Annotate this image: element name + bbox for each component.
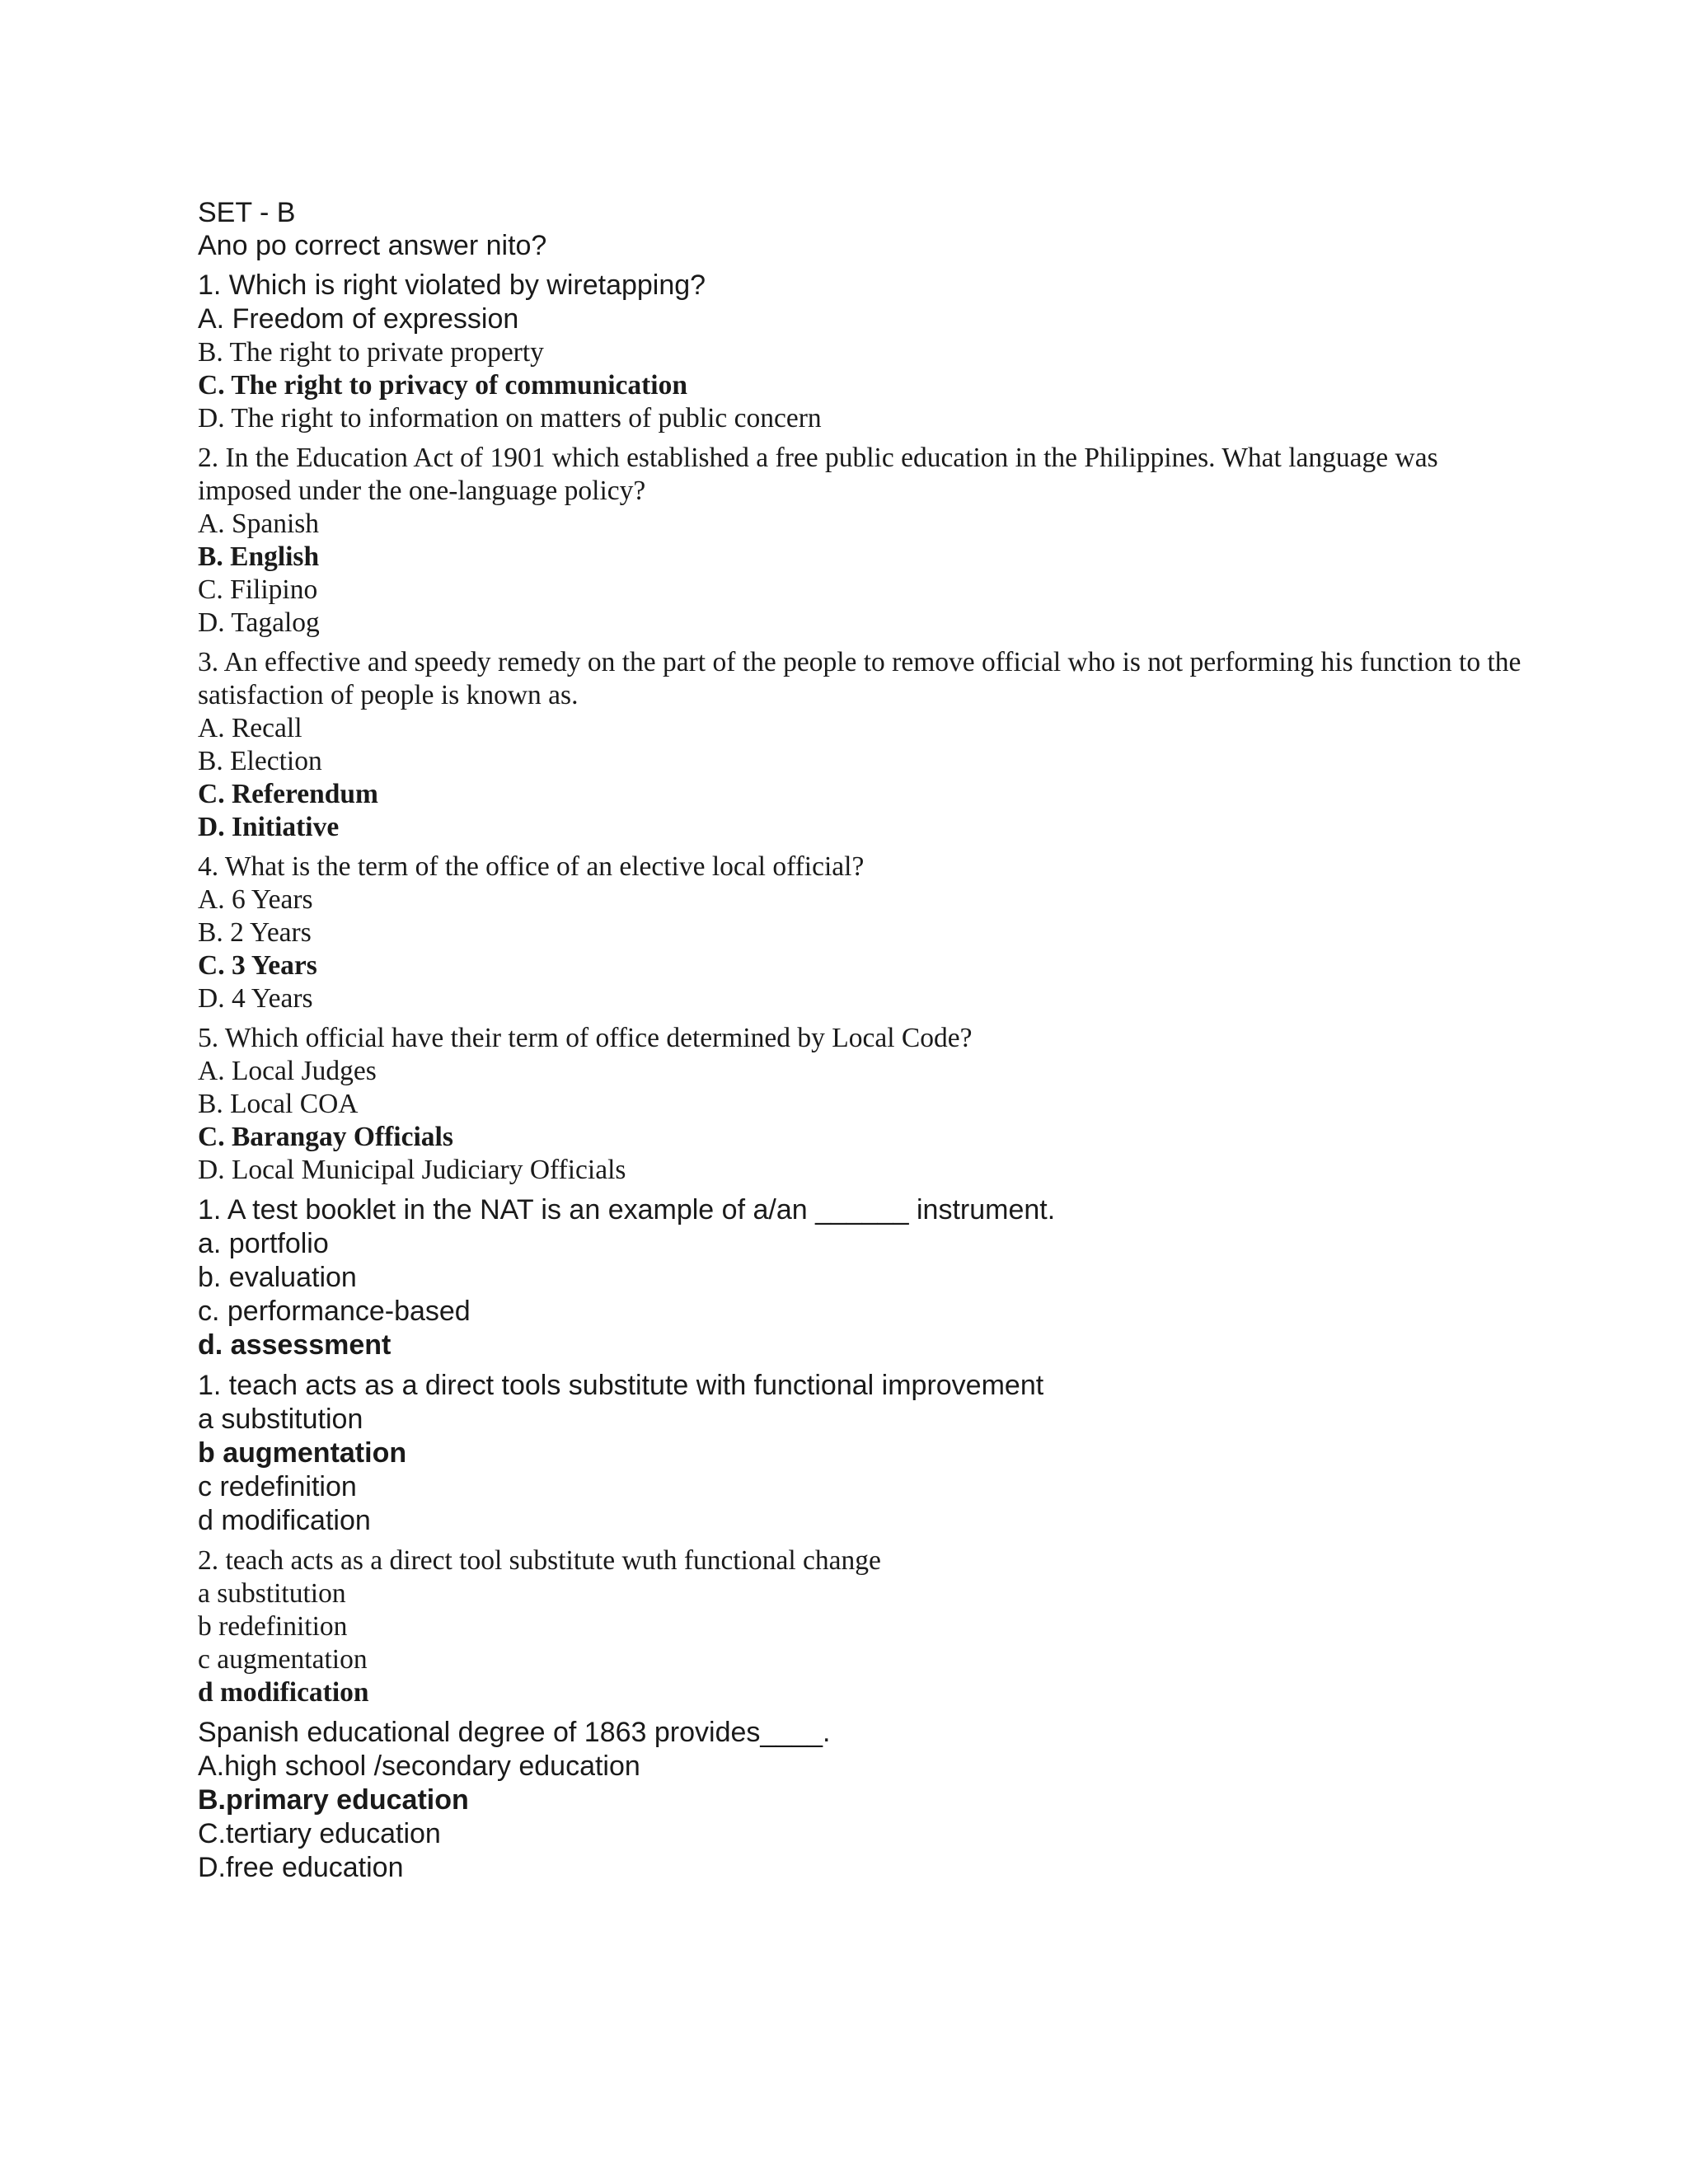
question-text: Spanish educational degree of 1863 provides____.: [198, 1717, 831, 1748]
question-block-5: [198, 1022, 1533, 1187]
header: [198, 196, 1533, 262]
option-a: a substitution: [198, 1578, 346, 1609]
option-c-correct: C. The right to privacy of communication: [198, 370, 687, 401]
option-a: A. Recall: [198, 713, 302, 743]
option-a: A. 6 Years: [198, 884, 313, 915]
question-block-7: [198, 1369, 1533, 1538]
prompt-text: Ano po correct answer nito?: [198, 230, 547, 261]
question-text: 1. A test booklet in the NAT is an example of a/an ______ instrument.: [198, 1194, 1056, 1226]
option-c: c redefinition: [198, 1471, 357, 1502]
question-text: 1. Which is right violated by wiretapping?: [198, 269, 706, 301]
set-label: SET - B: [198, 197, 296, 228]
option-d-correct: d modification: [198, 1677, 369, 1708]
option-a: A.high school /secondary education: [198, 1750, 640, 1782]
question-text: 2. In the Education Act of 1901 which established a free public education in the Philippines. What language was imposed under the one-language policy?: [198, 443, 1438, 506]
document-page: [198, 196, 1533, 1885]
option-d-correct: d. assessment: [198, 1329, 392, 1361]
option-b: b. evaluation: [198, 1262, 357, 1293]
option-d: D. Local Municipal Judiciary Officials: [198, 1155, 626, 1185]
question-text: 5. Which official have their term of office determined by Local Code?: [198, 1023, 973, 1053]
option-c-correct: C. Barangay Officials: [198, 1122, 453, 1152]
option-d: d modification: [198, 1505, 371, 1536]
option-c: C. Filipino: [198, 574, 318, 605]
option-d: D.free education: [198, 1852, 404, 1883]
question-text: 1. teach acts as a direct tools substitute with functional improvement: [198, 1370, 1044, 1401]
question-text: 4. What is the term of the office of an elective local official?: [198, 851, 865, 882]
option-b: B. 2 Years: [198, 917, 312, 948]
question-text: 2. teach acts as a direct tool substitute wuth functional change: [198, 1545, 881, 1576]
question-block-9: [198, 1716, 1533, 1885]
option-b: B. The right to private property: [198, 337, 544, 368]
option-b: b redefinition: [198, 1611, 348, 1642]
option-a: a substitution: [198, 1404, 363, 1435]
question-text: 3. An effective and speedy remedy on the part of the people to remove official who is not performing his function to the satisfaction of people is known as.: [198, 647, 1522, 710]
option-d: D. Tagalog: [198, 607, 320, 638]
option-b: B. Election: [198, 746, 322, 776]
option-b-correct: B. English: [198, 541, 320, 572]
question-block-3: [198, 646, 1533, 844]
option-c: C.tertiary education: [198, 1818, 441, 1849]
question-block-2: [198, 442, 1533, 640]
option-a: a. portfolio: [198, 1228, 329, 1259]
option-c: c. performance-based: [198, 1296, 471, 1327]
option-c: c augmentation: [198, 1644, 368, 1675]
question-block-4: [198, 851, 1533, 1015]
option-b-correct: B.primary education: [198, 1784, 469, 1816]
option-d: D. 4 Years: [198, 983, 313, 1014]
option-a: A. Freedom of expression: [198, 303, 519, 335]
question-block-6: [198, 1193, 1533, 1362]
option-d: D. The right to information on matters of public concern: [198, 403, 822, 434]
option-b: B. Local COA: [198, 1089, 359, 1119]
question-block-8: [198, 1544, 1533, 1709]
option-a: A. Spanish: [198, 509, 320, 539]
option-a: A. Local Judges: [198, 1056, 377, 1086]
option-d-correct: D. Initiative: [198, 812, 340, 842]
question-block-1: [198, 269, 1533, 435]
option-b-correct: b augmentation: [198, 1437, 407, 1469]
option-c-correct: C. 3 Years: [198, 950, 317, 981]
option-c-correct: C. Referendum: [198, 779, 378, 809]
